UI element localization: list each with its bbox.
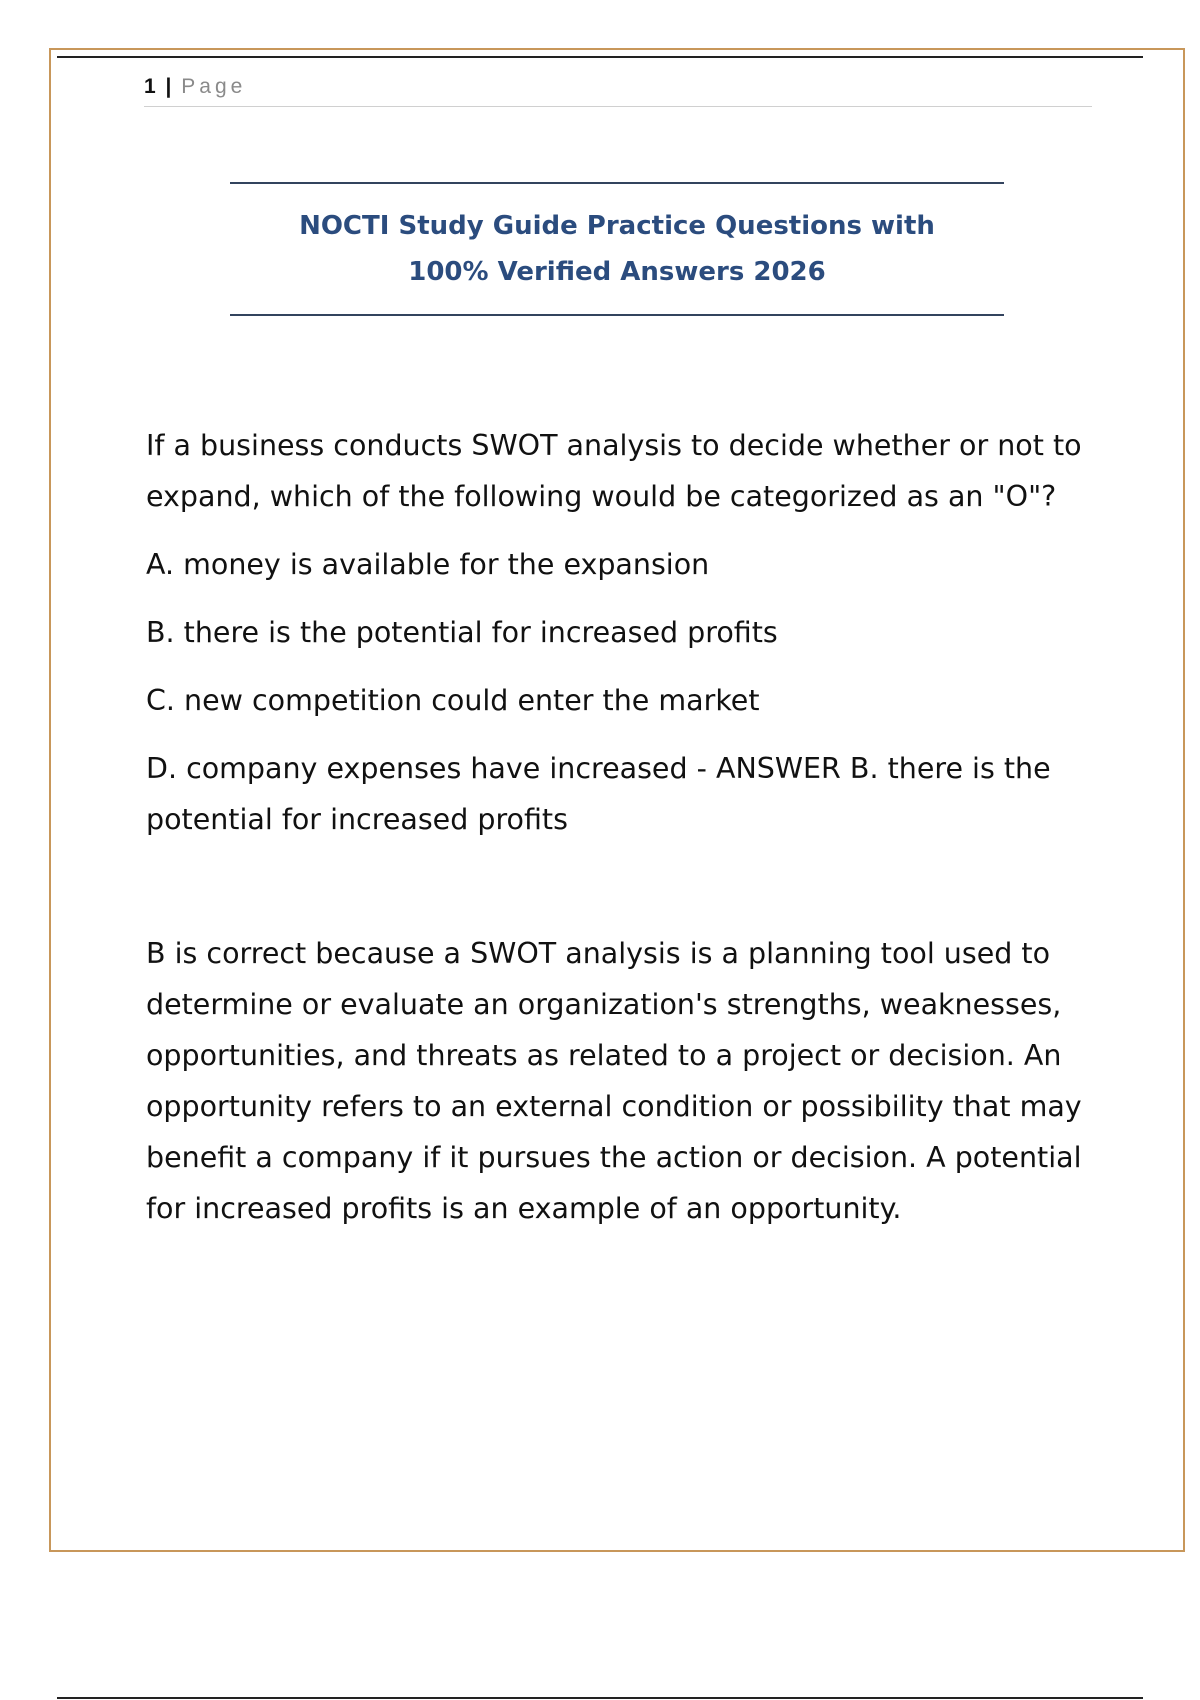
title-line-1: NOCTI Study Guide Practice Questions with	[299, 211, 935, 241]
explanation-paragraph: B is correct because a SWOT analysis is a planning tool used to determine or evaluate an organization's strengths, weaknesses, opportunities, and threats as related to a project or decision. An opportunity refers to an external condition or possibility that may benefit a company if it pursues the action or decision. A potential for increased profits is an example of an opportunity.	[146, 937, 1082, 1225]
page-label: Page	[181, 75, 247, 98]
bottom-rule	[57, 1697, 1143, 1699]
document-body	[146, 420, 1096, 1234]
option-d-answer: D. company expenses have increased - ANSWER B. there is the potential for increased profits	[146, 752, 1051, 836]
option-c: C. new competition could enter the market	[146, 684, 760, 717]
page-separator: |	[165, 75, 172, 98]
option-a: A. money is available for the expansion	[146, 548, 710, 581]
page-number: 1	[144, 75, 156, 98]
title-block	[230, 182, 1004, 316]
page-header	[144, 74, 1092, 107]
question-text: If a business conducts SWOT analysis to decide whether or not to expand, which of the following would be categorized as an "O"?	[146, 429, 1082, 513]
option-b: B. there is the potential for increased profits	[146, 616, 778, 649]
title-line-2: 100% Verified Answers 2026	[408, 257, 826, 287]
